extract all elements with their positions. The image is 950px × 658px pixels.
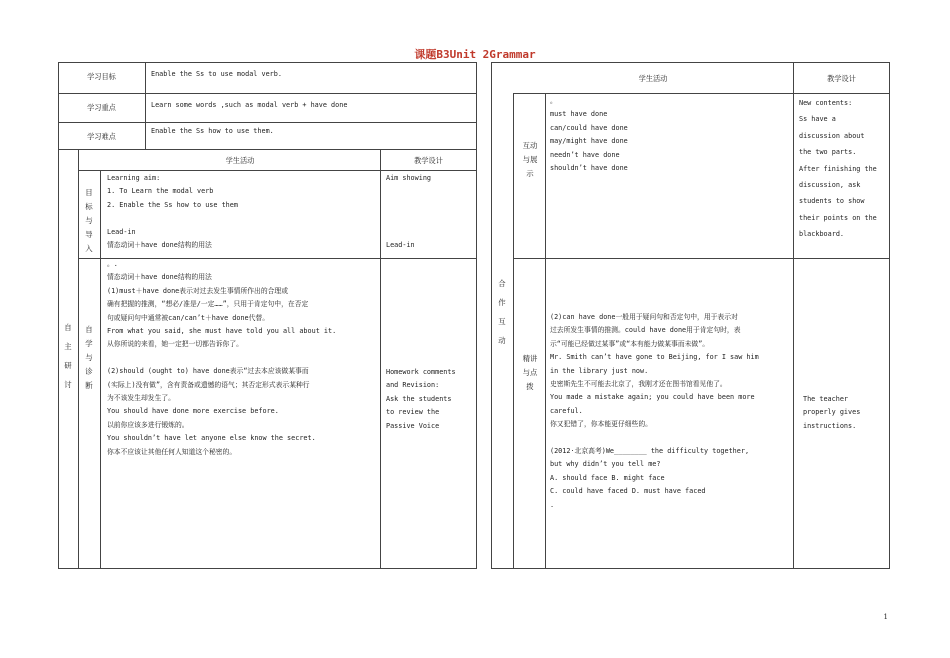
intro-line: Lead-in [107,227,136,236]
explain-line: C. could have faced D. must have faced [550,487,706,496]
intro-content [107,172,238,252]
diagnose-line: (实际上)没有做”，含有责备或遗憾的语气；其否定形式表示某种行 [107,380,310,389]
show-line: shouldn’t have done [550,164,628,173]
show-line: may/might have done [550,137,628,146]
show-content [550,95,628,175]
explain-line: 史密斯先生不可能去北京了，我刚才还在图书馆看见他了。 [550,380,727,389]
diagnose-line: 为不该发生却发生了。 [107,394,175,403]
difficulty-label: 学习难点 [87,132,116,141]
objective-value: Enable the Ss to use modal verb. [151,70,282,78]
intro-line: Learning aim: [107,174,161,182]
intro-design-top: Aim showing [386,174,432,182]
explain-line: careful. [550,406,583,415]
intro-line: 情态动词＋have done结构的用法 [107,241,212,250]
intro-label: 目标与导入 [85,188,93,253]
explain-line: but why didn’t you tell me? [550,460,661,469]
show-label: 互动与展示 [522,141,538,178]
diagnose-line [107,352,336,365]
diagnose-line: 。. [107,260,118,268]
show-line: 。 [550,97,557,105]
right-activity-header: 学生活动 [638,74,668,83]
objective-label: 学习目标 [87,72,116,81]
explain-design-line: properly gives [803,408,861,417]
diagnose-design-line: Homework comments [386,368,456,376]
explain-line: . [550,500,555,509]
diagnose-line: 以前你应该多进行锻炼的。 [107,420,189,429]
diagnose-design-line: Passive Voice [386,421,440,430]
show-design [799,95,877,243]
left-design-header: 教学设计 [414,156,443,165]
diagnose-line: From what you said, she must have told you all about it. [107,327,337,336]
explain-label: 精讲与点拨 [522,354,538,391]
explain-line: 过去所发生事情的推测。could have done用于肯定句时，表 [550,326,741,335]
explain-design-line: The teacher [803,395,849,403]
left-activity-header: 学生活动 [225,156,255,165]
explain-line [550,432,759,445]
diagnose-line: (2)should (ought to) have done表示“过去本应该做某事而 [107,367,309,376]
intro-line: 2. Enable the Ss how to use them [107,200,238,209]
diagnose-line: You should have done more exercise before. [107,407,279,416]
page-title: 课题B3Unit 2Grammar [414,48,536,61]
intro-line [107,212,238,225]
show-design-line: students to show [799,197,865,206]
show-design-line: New contents: [799,99,853,107]
diagnose-line: 句或疑问句中通常被can/can’t＋have done代替。 [107,313,270,322]
page-number: 1 [883,613,888,621]
explain-line: (2012·北京高考)We________ the difficulty together, [550,447,750,456]
diagnose-design-line: and Revision: [386,381,440,390]
intro-line: 1. To Learn the modal verb [107,187,214,196]
show-design-line: blackboard. [799,230,845,239]
diagnose-design [386,366,456,433]
diagnose-label: 自学与诊断 [85,325,93,390]
difficulty-value: Enable the Ss how to use them. [151,127,274,135]
show-design-line: Ss have a [799,115,836,124]
cooperate-section-label: 合作互动 [498,279,506,345]
explain-line: (2)can have done一般用于疑问句和否定句中，用于表示对 [550,313,738,321]
diagnose-line: 从你所说的来看，她一定把一切都告诉你了。 [107,340,243,349]
key-point-label: 学习重点 [87,103,116,112]
explain-design-line: instructions. [803,421,857,430]
key-point-value: Learn some words ,such as modal verb + have done [151,101,348,109]
show-line: needn’t have done [550,150,620,159]
explain-line: 你又犯错了，你本能更仔细些的。 [550,420,652,429]
show-design-line: the two parts. [799,148,857,157]
diagnose-line: 确有把握的推测，“想必/准是/一定……”，只用于肯定句中，在否定 [107,300,309,309]
show-line: must have done [550,110,608,119]
explain-line: Mr. Smith can’t have gone to Beijing, for I saw him [550,353,759,362]
diagnose-line: (1)must＋have done表示对过去发生事情所作出的合理或 [107,286,289,295]
explain-line: A. should face B. might face [550,473,665,482]
show-design-line: discussion about [799,131,865,140]
diagnose-content [107,258,336,459]
diagnose-line: 你本不应该让其他任何人知道这个秘密的。 [107,447,237,456]
explain-design [803,393,860,433]
self-study-section-label: 自主研讨 [64,323,72,389]
show-design-line: After finishing the [799,164,877,173]
explain-line: in the library just now. [550,366,649,375]
diagnose-line: You shouldn’t have let anyone else know the secret. [107,434,316,443]
diagnose-line: 情态动词＋have done结构的用法 [107,273,212,282]
intro-design-bottom: Lead-in [386,241,415,249]
show-design-line: discussion, ask [799,181,861,190]
show-design-line: their points on the [799,213,877,222]
right-design-header: 教学设计 [827,74,856,83]
show-line: can/could have done [550,123,628,132]
explain-line: 示“可能已经做过某事”或“本有能力做某事而未做”。 [550,339,710,348]
explain-content [550,311,759,512]
diagnose-design-line: Ask the students [386,394,452,403]
explain-line: You made a mistake again; you could have been more [550,393,755,402]
diagnose-design-line: to review the [386,408,440,417]
